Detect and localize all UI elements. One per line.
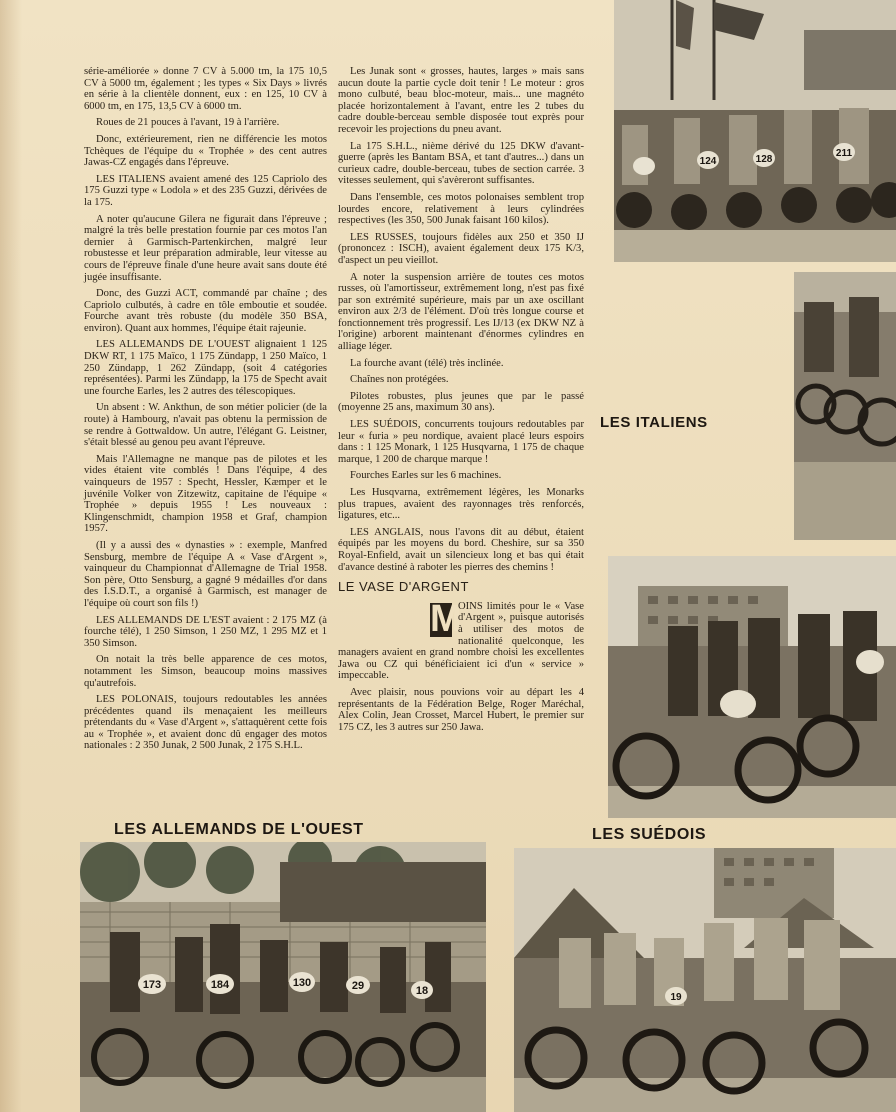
race-number: 211 [835, 148, 853, 159]
paragraph: (Il y a aussi des « dynasties » : exemple, Manfred Sensburg, membre de l'équipe A « Vase d'Argent », vainqueur du Championnat d'Allemagne de Trial 1958. Son père, Otto Sensburg, a gagné 9 médailles d'or dans des I.S.D.T., a organisé à Garmisch, est manager de l'équipe où court son fils !) [84, 539, 327, 609]
caption-italiens: LES ITALIENS [600, 414, 708, 431]
photo-team-group [608, 556, 896, 818]
paragraph: Fourches Earles sur les 6 machines. [350, 470, 502, 482]
paragraph: LES SUÉDOIS, concurrents toujours redoutables par leur « furia » peu nordique, avaient placé leurs espoirs dans : 1 125 Monark, 1 125 Husqvarna, 1 175 de chaque marque, 1 200 de charque marque ! [338, 419, 584, 465]
page-fold-shadow [0, 0, 22, 1112]
paragraph: A noter la suspension arrière de toutes ces motos russes, où l'amortisseur, extrêmement long, n'est pas fixé par son extrémité supérieure, mais par un axe oscillant environ aux 2/3 de l'élément. D'où très longue course et fonctionnement très progressif. Les IJ/13 (ex DKW NZ à l'origine) arborent maintenant d'énormes cylindres en alliage léger. [338, 271, 584, 353]
race-number: 130 [292, 977, 312, 989]
paragraph: Pilotes robustes, plus jeunes que par le passé (moyenne 25 ans, maximum 30 ans). [338, 390, 584, 414]
paragraph: LES RUSSES, toujours fidèles aux 250 et 350 IJ (prononcez : ISCH), avaient également deux 175 K/3, d'aspect un peu vieillot. [338, 231, 584, 266]
race-number: 19 [670, 992, 682, 1003]
photo-west-german-team [80, 842, 486, 1112]
paragraph: Donc, des Guzzi ACT, commandé par chaîne ; des Capriolo culbutés, à cadre en tôle emboutie et soudée. Fourche avant très robuste (du modèle 350 BSA, environ). Quant aux hommes, l'équipe était rajeunie. [84, 288, 327, 334]
photo-riders-flags [614, 0, 896, 262]
paragraph-text: OINS limités pour le « Vase d'Argent », puisque autorisés à utiliser des motos de nationalité quelconque, les managers avaient en grand nombre choisi les excellentes Jawa ou CZ qui bénéficiaient ici d'un « service » impeccable. [338, 600, 584, 682]
paragraph: La fourche avant (télé) très inclinée. [350, 357, 504, 369]
race-number: 128 [755, 154, 773, 165]
paragraph: A noter qu'aucune Gilera ne figurait dans l'épreuve ; malgré la très belle prestation fournie par ces motos l'an dernier à Garmisch-Partenkirchen, malgré leur robustesse et leur préparation admirable, leur vitesse au cours de l'épreuve finale d'une heure avait sans doute été jugée insuffisante. [84, 213, 327, 283]
race-number: 173 [142, 979, 162, 991]
paragraph: Mais l'Allemagne ne manque pas de pilotes et les vides étaient vite comblés ! Dans l'équipe, 4 des vainqueurs de 1957 : Specht, Hessler, Kæmper et le juvénile Volker von Zitzewitz, capitaine de l'équipe « Trophée » depuis 1955 ! Les nouveaux : Klingenschmidt, champion 1958 et Graf, champion 1957. [84, 453, 327, 535]
paragraph: Les Junak sont « grosses, hautes, larges » mais sans aucun doute la partie cycle doit tenir ! Le moteur : gros mono culbuté, beau bloc-moteur, mais... une magnéto placée horizontalement à l'avant, entre les 2 tubes du cadre double-berceau semble disposée tout exprès pour recevoir les projections du pneu avant. [338, 66, 584, 135]
paragraph: Avec plaisir, nous pouvions voir au départ les 4 représentants de la Fédération Belge, Roger Maréchal, Alex Colin, Jean Crosset, Marcel Hubert, le premier sur 175 CZ, les 3 autres sur 250 Jawa. [338, 686, 584, 733]
paragraph: Chaînes non protégées. [350, 374, 449, 386]
paragraph: On notait la très belle apparence de ces motos, notamment les Simson, beaucoup moins massives qu'autrefois. [84, 654, 327, 689]
photo-italian-team [794, 272, 896, 540]
photo-swedish-team [514, 848, 896, 1112]
middle-text-column [338, 66, 584, 738]
paragraph: LES ITALIENS avaient amené des 125 Capriolo des 175 Guzzi type « Lodola » et des 235 Guzzi, dérivées de la 175. [84, 173, 327, 208]
paragraph: Les Husqvarna, extrêmement légères, les Monarks plus trapues, avaient des rayonnages très renforcés, ligatures, etc... [338, 487, 584, 522]
paragraph: Roues de 21 pouces à l'avant, 19 à l'arrière. [96, 117, 280, 129]
paragraph: La 175 S.H.L., nième dérivé du 125 DKW d'avant-guerre (après les Bantam BSA, et tant d'autres...) dans un curieux cadre, double-berceau, tubes de section carrée. 3 vitesses seulement, qui s'avèreront suffisantes. [338, 140, 584, 187]
caption-suedois: LES SUÉDOIS [592, 826, 707, 843]
paragraph: LES POLONAIS, toujours redoutables les années précédentes quand ils menaçaient les meilleurs prétendants du « Vase d'Argent », s'attaquèrent cette fois au « Trophée », et avaient donc dû engager des motos nationales : 2 350 Junak, 2 500 Junak, 2 175 S.H.L. [84, 694, 327, 752]
caption-allemands-ouest: LES ALLEMANDS DE L'OUEST [114, 821, 364, 838]
paragraph: Donc, extérieurement, rien ne différencie les motos Tchèques de l'équipe du « Trophée » des cent autres Jawas-CZ engagés dans l'épreuve. [84, 133, 327, 169]
race-number: 184 [210, 979, 230, 991]
race-number: 29 [351, 980, 365, 992]
left-text-column [84, 66, 327, 757]
race-number: 18 [415, 985, 429, 997]
paragraph-with-dropcap [338, 597, 584, 682]
drop-cap: M [430, 597, 462, 640]
paragraph: LES ALLEMANDS DE L'OUEST alignaient 1 125 DKW RT, 1 175 Maïco, 1 175 Zündapp, 1 250 Maïco, 1 250 Zündapp, 1 262 Zündapp, (soit 4 catégories représentées). Parmi les Zündapp, la 175 de Specht avait une fourche Earles, les 2 autres des télescopiques. [84, 339, 327, 397]
paragraph: Un absent : W. Ankthun, de son métier policier (de la route) à Hambourg, n'avait pas obtenu la permission de se rendre à Gottwaldow. Un autre, l'élégant G. Leistner, s'était blessé au genou peu avant l'épreuve. [84, 402, 327, 449]
paragraph: série-améliorée » donne 7 CV à 5.000 tm, la 175 10,5 CV à 5000 tm, également ; les types « Six Days » livrés en série à la clientèle donnent, eux : en 125, 10 CV à 6000 tm, en 175, 13,5 CV à 6000 tm. [84, 66, 327, 112]
paragraph: Dans l'ensemble, ces motos polonaises semblent trop lourdes encore, relativement à leurs cylindrées respectives (les 350, 500 Junak faisant 160 kilos). [338, 191, 584, 227]
paragraph: LES ALLEMANDS DE L'EST avaient : 2 175 MZ (à fourche télé), 1 250 Simson, 1 250 MZ, 1 295 MZ et 1 350 Simson. [84, 614, 327, 649]
race-number: 124 [699, 156, 717, 167]
paragraph: LES ANGLAIS, nous l'avons dit au début, étaient équipés par les moyens du bord. Cheshire, sur sa 350 Royal-Enfield, avait un silencieux long et bas qui était d'avance destiné à raboter les pierres des chemins ! [338, 526, 584, 573]
section-heading: LE VASE D'ARGENT [338, 579, 469, 595]
